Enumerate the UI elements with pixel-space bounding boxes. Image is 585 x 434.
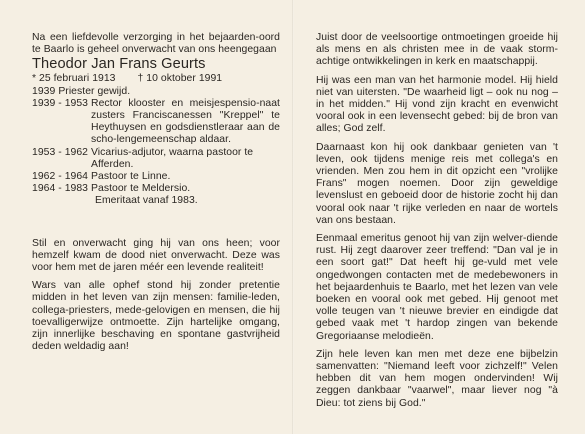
right-paragraph: Juist door de veelsoortige ontmoetingen groeide hij als mens en als christen mee in de vaak storm-achtige ontwikkelingen in kerk en maatschappij. xyxy=(316,32,558,68)
chronology xyxy=(32,86,280,208)
chronology-item xyxy=(32,86,280,98)
left-paragraph: Wars van alle ophef stond hij zonder pretentie midden in het leven van zijn mensen: familie-leden, collega-priesters, mede-gelovigen en mensen, die hij toevalligerwijze ontmoette. Zijn hartelijke omgang, zijn innerlijke beschaving en spontane gastvrijheid deden weldadig aan! xyxy=(32,280,280,353)
death-date: † 10 oktober 1991 xyxy=(137,73,223,85)
chronology-text: Priester gewijd. xyxy=(58,85,131,97)
chronology-item xyxy=(32,183,280,195)
chronology-item xyxy=(32,171,280,183)
intro-text: Na een liefdevolle verzorging in het bejaarden-oord te Baarlo is geheel onverwacht van ons heengegaan xyxy=(32,32,280,56)
chronology-year: 1939 - 1953 xyxy=(32,97,89,109)
chronology-text: Pastoor te Linne. xyxy=(91,171,171,183)
chronology-year: 1939 xyxy=(32,85,56,97)
life-dates xyxy=(32,73,280,85)
deceased-name: Theodor Jan Frans Geurts xyxy=(32,56,206,73)
chronology-text: Pastoor te Meldersio. xyxy=(91,183,191,195)
chronology-text: Rector klooster en meisjespensio-naat zusters Franciscanessen "Kreppel" te Heythuysen en godsdienstleraar aan de scho-lengemeenschap aldaar. xyxy=(91,97,280,146)
card-fold xyxy=(292,0,294,434)
chronology-item xyxy=(32,195,280,207)
chronology-text: Vicarius-adjutor, waarna pastoor te Afferden. xyxy=(91,146,254,170)
right-paragraph: Daarnaast kon hij ook dankbaar genieten van 't leven, ook tijdens menige reis met collega's en vrienden. Men zou hem in dit opzicht een "vrolijke Frans" mogen noemen. Door zijn geweldige levenslust en geboeid door de historie zocht hij dan vooral ook naar 't rijke verleden en naar de wortels van ons bestaan. xyxy=(316,141,558,226)
right-paragraph: Hij was een man van het harmonie model. Hij hield niet van uitersten. "De waarheid ligt – ook nu nog – in het midden." Hij vond zijn kracht en evenwicht vooral ook in een levensecht gebed: bij de bron van alles; God zelf. xyxy=(316,74,558,135)
left-page xyxy=(32,32,280,353)
chronology-year: 1962 - 1964 xyxy=(32,171,89,183)
chronology-year: 1953 - 1962 xyxy=(32,146,89,158)
right-paragraph: Eenmaal emeritus genoot hij van zijn welver-diende rust. Hij zegt daarover zeer treffend: "Dan val je in een soort gat!" Dat heeft hij ge-vuld met vele ongedwongen contacten met de medebewoners in het bejaardenhuis te Baarlo, met het lezen van vele boeken en vooral ook met gebed. Hij genoot met volle teugen van 't nieuwe brevier en eindigde dat gebed vaak met 't hardop zingen van bekende Gregoriaanse melodieën. xyxy=(316,233,558,342)
birth-date: * 25 februari 1913 xyxy=(32,73,116,85)
chronology-year: 1964 - 1983 xyxy=(32,183,89,195)
left-paragraph: Stil en onverwacht ging hij van ons heen; voor hemzelf kwam de dood niet onverwacht. Deze was voor hem met de jaren méér een levende realiteit! xyxy=(32,237,280,274)
right-page xyxy=(316,32,558,410)
chronology-item xyxy=(32,147,280,171)
chronology-text: Emeritaat vanaf 1983. xyxy=(95,195,198,207)
right-paragraph: Zijn hele leven kan men met deze ene bijbelzin samenvatten: "Niemand leeft voor zichzelf!" Velen hebben dit van hem mogen ondervinden! Wij zeggen dankbaar "vaarwel", maar liever nog "à Dieu: tot ziens bij God." xyxy=(316,348,558,409)
chronology-item xyxy=(32,98,280,147)
